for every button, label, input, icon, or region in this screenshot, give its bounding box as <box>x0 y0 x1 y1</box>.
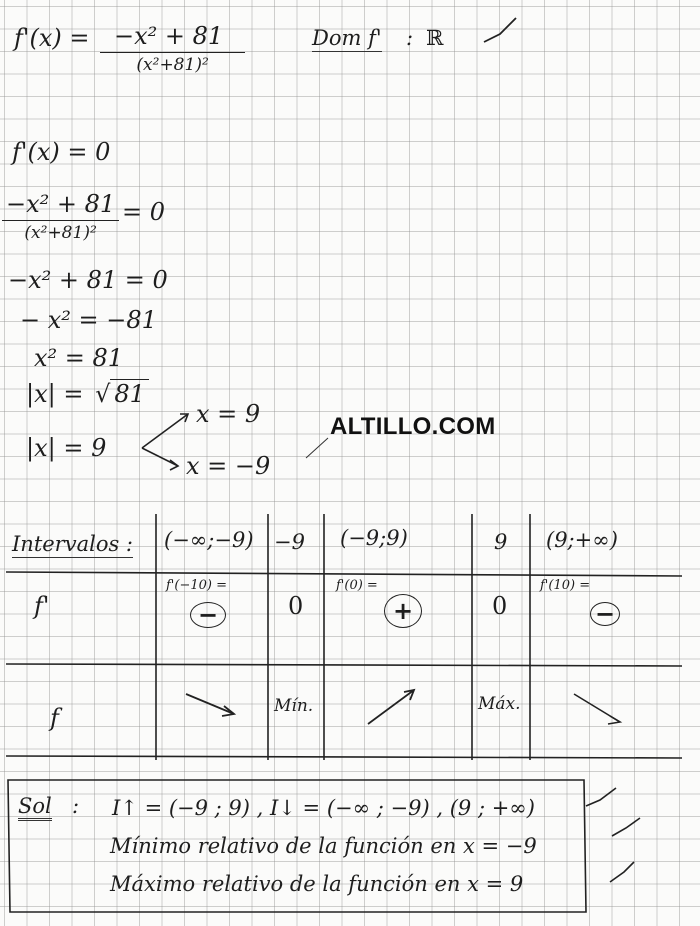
sign-5: − <box>594 600 616 628</box>
root-arrow-down-head <box>170 460 178 470</box>
root-negative: x = −9 <box>186 452 271 480</box>
increasing-arrow-head <box>404 690 414 700</box>
root-arrow-up-head <box>180 414 188 422</box>
solution-minimum: Mínimo relativo de la función en x = −9 <box>110 834 537 858</box>
equation-line-4: − x² = −81 <box>20 306 157 334</box>
fprime-test-1: f'(−10) = <box>166 578 227 593</box>
interval-col-2: −9 <box>274 530 305 554</box>
f-minimum-label: Mín. <box>274 696 314 716</box>
check-mark-1 <box>586 788 616 806</box>
solution-intervals: I↑ = (−9 ; 9) , I↓ = (−∞ ; −9) , (9 ; +∞) <box>112 796 535 820</box>
equation-fraction-rhs: = 0 <box>122 198 166 226</box>
sign-circle-3 <box>384 594 422 628</box>
derivative-lhs: f'(x) = <box>14 24 90 52</box>
equation-line-6-radicand: 81 <box>110 379 149 408</box>
interval-col-5: (9;+∞) <box>546 528 618 552</box>
row-label-f: f <box>50 704 59 732</box>
sign-zero-1: 0 <box>288 592 304 620</box>
decreasing-arrow-2-head <box>608 716 620 724</box>
equation-fraction-numerator: −x² + 81 <box>2 190 119 221</box>
sign-circle-5 <box>590 602 620 626</box>
equation-line-3: −x² + 81 = 0 <box>8 266 168 294</box>
equation-fraction-denominator: (x²+81)² <box>24 223 97 243</box>
row-label-fprime: f' <box>34 592 50 620</box>
domain-value: ℝ <box>426 26 444 50</box>
check-mark-2 <box>612 818 640 836</box>
table-line-mid <box>6 664 682 666</box>
sign-circle-1 <box>190 602 226 628</box>
interval-col-4: 9 <box>494 530 508 554</box>
interval-col-1: (−∞;−9) <box>164 528 254 552</box>
watermark: ALTILLO.COM <box>330 413 496 440</box>
derivative-denominator: (x²+81)² <box>136 55 209 75</box>
fprime-test-5: f'(10) = <box>540 578 591 593</box>
interval-col-3: (−9;9) <box>340 526 408 550</box>
check-mark-header <box>484 18 516 42</box>
decreasing-arrow-1 <box>186 694 234 714</box>
check-mark-3 <box>610 862 634 882</box>
sign-3: + <box>392 597 414 625</box>
increasing-arrow <box>368 690 414 724</box>
solution-label: Sol <box>18 794 52 821</box>
root-arrow-up <box>142 414 188 448</box>
watermark-pointer <box>306 438 328 458</box>
domain-label: Dom f' <box>312 26 382 50</box>
domain-colon: : <box>406 26 414 50</box>
solution-maximum: Máximo relativo de la función en x = 9 <box>110 872 524 896</box>
root-arrow-down <box>142 448 178 466</box>
fprime-test-3: f'(0) = <box>336 578 378 593</box>
root-positive: x = 9 <box>196 400 261 428</box>
equation-line-6-lhs: |x| = <box>26 380 84 408</box>
sqrt-symbol: √ <box>95 380 111 408</box>
sign-zero-2: 0 <box>492 592 508 620</box>
table-header-label: Intervalos : <box>12 532 133 556</box>
table-line-top <box>6 572 682 576</box>
f-maximum-label: Máx. <box>478 694 521 714</box>
derivative-numerator: −x² + 81 <box>100 22 245 53</box>
equation-line-7: |x| = 9 <box>26 434 107 462</box>
solution-colon: : <box>72 794 80 818</box>
sign-1: − <box>197 601 219 629</box>
table-line-bottom <box>6 756 682 758</box>
equation-line-1: f'(x) = 0 <box>12 138 111 166</box>
equation-line-5: x² = 81 <box>34 344 124 372</box>
